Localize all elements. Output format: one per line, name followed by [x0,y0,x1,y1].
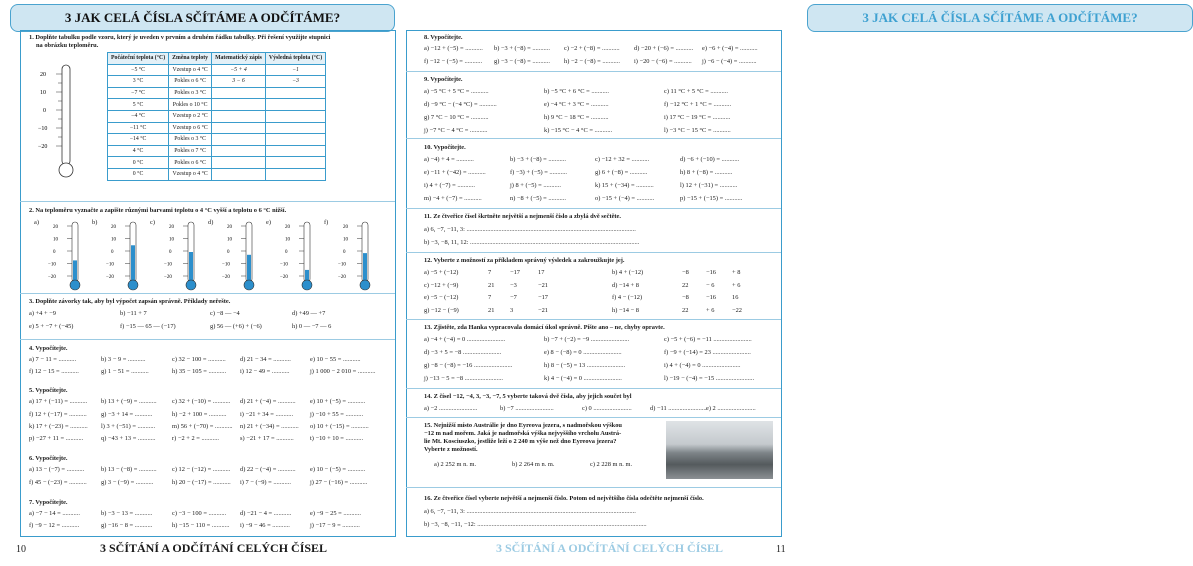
exercise-item: k) 17 + (−23) = ........... [29,423,88,430]
scale-label: 0 [111,250,114,255]
exercise-item: c) −3 − 100 = ........... [172,510,227,517]
answer-option: −16 [706,294,716,301]
page-number: 10 [16,544,26,555]
exercise-item: i) −21 + 34 = ........... [240,411,294,418]
divider [406,252,781,253]
exercise-item: o) −15 + (−4) = ........... [595,195,655,202]
exercise-item: f) 45 − (−23) = ........... [29,479,87,486]
thermometer-c[interactable] [156,218,208,292]
scale-label: 0 [53,250,56,255]
exercise-item: g) 6 + (−8) = ........... [595,169,648,176]
exercise-item: j) 8 + (−5) = ........... [510,182,561,189]
page-header: 3 JAK CELÁ ČÍSLA SČÍTÁME A ODČÍTÁME? [807,4,1193,32]
exercise-item: s) −21 + 17 = ........... [240,435,294,442]
page-header: 3 JAK CELÁ ČÍSLA SČÍTÁME A ODČÍTÁME? [10,4,395,32]
answer-option: + 6 [732,281,741,289]
exercise-item: m) 56 + (−70) = ........... [172,423,233,430]
exercise-item: i) 17 °C − 19 °C = ........... [664,114,731,121]
answer-option: −17 [538,294,548,301]
mercury-level [73,260,77,282]
exercise-item: t) −10 + 10 = ........... [310,435,364,442]
table-row: −7 °C Pokles o 3 °C [108,87,326,99]
thermometer-label: a) [34,219,39,226]
exercise-item: i) −20 − (−6) = ........... [634,58,692,65]
exercise-item: f) 4 − (−12) [612,294,643,301]
exercise-item: c) −12 + (−9) [424,281,459,289]
table-row: −14 °C Pokles o 3 °C [108,134,326,146]
exercise-item: p) −27 + 11 = ........... [29,435,84,442]
scale-label: 0 [343,250,346,255]
answer-option: + 8 [732,269,741,276]
task3-item: b) −11 + 7 [120,310,147,317]
exercise-item: g) 1 − 51 = ........... [101,368,149,375]
thermometer-bulb [186,280,196,290]
thermometer-bulb [302,280,312,290]
answer-option: 7 [488,294,492,301]
exercise-item: k) 4 − (−4) = 0 ........................ [544,375,622,382]
scale-label: 20 [343,225,348,230]
answer-option: −16 [706,269,716,276]
exercise-item: a) 7 − 11 = ........... [29,356,77,363]
task1-title-line1: 1. Doplňte tabulku podle vzoru, který je uveden v prvním a druhém řádku tabulky. Při řešení využijte stupnici [29,34,331,41]
answer-option: 3 [510,306,514,314]
task-title: 8. Vypočítejte. [424,34,463,41]
task3-item: c) −8 — −4 [210,310,240,317]
table-row: 0 °C Vzestup o 4 °C [108,168,326,180]
exercise-item: b) −5 °C + 6 °C = ........... [544,88,609,95]
task3-item: a) +4 + −9 [29,310,56,317]
task-title: 12. Vyberte z možností za příkladem správný výsledek a zakroužkujte jej. [424,257,625,264]
exercise-item: d) −3 + 5 = −8 ........................ [424,349,502,356]
temperature-table [107,52,326,181]
table-row: 0 °C Pokles o 6 °C [108,157,326,169]
table-header: Počáteční teplota (°C) [108,53,169,65]
scale-label: −20 [38,144,48,150]
exercise-item: b) −7 + (−2) = −9 ........................ [544,336,630,343]
answer-option: 21 [488,281,495,289]
scale-label: −20 [338,275,346,280]
exercise-item: e) −4 °C + 3 °C = ........... [544,101,609,108]
task3-item: d) +49 — +7 [292,310,326,317]
table-row: 4 °C Pokles o 7 °C [108,145,326,157]
exercise-item: g) −3 + 14 = ........... [101,411,153,418]
answer-option: − 6 [706,281,715,289]
scale-label: −10 [280,262,288,268]
exercise-item: c) 11 °C + 5 °C = ........... [664,88,728,95]
answer-option: −17 [510,269,520,276]
exercise-item: a) 6, −7, −11, 3: .......................................................................................................... [424,226,636,233]
task3-item: f) −15 — 65 — (−17) [120,323,176,330]
mercury-level [189,252,193,282]
exercise-item: h) 20 − (−17) = ........... [172,479,231,486]
exercise-item: h) 35 − 105 = ........... [172,368,227,375]
exercise-item: l) 12 + (−31) = ........... [680,182,738,189]
exercise-item: d) 21 + (−4) = ........... [240,398,296,405]
scale-label: −20 [222,275,230,280]
exercise-item: h) −2 + 100 = ........... [172,411,227,418]
scale-label: −10 [106,262,114,268]
exercise-item: d) −11 ........................ [650,405,707,412]
answer-option: −7 [510,294,517,301]
thermometer-label: e) [266,219,271,226]
task-title: 16. Ze čtveřice čísel vyberte největší a nejmenší číslo. Potom od největšího čísla odečtěte nejmenší číslo. [424,495,704,502]
thermometer-b[interactable] [98,218,150,292]
exercise-item: b) −3, −8, −11, −12: .......................................................................................................... [424,521,647,528]
answer-option: b) 2 264 m n. m. [512,461,555,468]
exercise-item: c) −2 + (−8) = ........... [564,45,620,52]
exercise-item: h) −14 − 8 [612,306,639,314]
thermometer-bulb [70,280,80,290]
exercise-item: e) −11 + (−42) = ........... [424,169,486,176]
task3-item: e) 5 + −7 + (−45) [29,323,74,330]
exercise-item: c) −12 + 32 = ........... [595,156,650,163]
exercise-item: i) 12 − 49 = ........... [240,368,290,375]
exercise-item: c) −5 + (−6) = −11 ........................ [664,336,752,343]
table-header: Změna teploty [169,53,212,65]
exercise-item: m) −4 + (−7) = ........... [424,195,482,202]
exercise-item: l) 3 + (−51) = ........... [101,423,156,430]
divider [20,293,395,294]
answer-option: 17 [538,269,545,276]
task3-item: h) 0 — −7 — 6 [292,323,332,330]
exercise-item: h) 8 − (−5) = 13 ........................ [544,362,626,369]
exercise-item: b) 4 + (−12) [612,269,644,276]
scale-label: −20 [164,275,172,280]
exercise-item: a) −7 − 14 = ........... [29,510,80,517]
task-title: 14. Z čísel −12, −4, 3, −3, −7, 5 vyberte taková dvě čísla, aby jejich součet byl [424,393,632,400]
scale-label: 10 [285,237,290,243]
exercise-item: a) 17 + (−11) = ........... [29,398,88,405]
answer-option: 22 [682,281,689,289]
scale-label: 20 [285,225,290,230]
thermometer-label: c) [150,219,155,226]
page-number: 11 [776,544,786,555]
exercise-item: j) 27 − (−16) = ........... [310,479,368,486]
exercise-item: h) 8 + (−8) = ........... [680,169,733,176]
exercise-item: o) 10 + (−15) = ........... [310,423,369,430]
answer-option: −3 [510,281,517,289]
task15-text: Vyberte z možností. [424,446,478,453]
table-row: 5 °C Pokles o 10 °C [108,99,326,111]
exercise-item: j) −6 − (−4) = ........... [702,58,757,65]
exercise-item: b) 13 + (−9) = ........... [101,398,157,405]
exercise-item: h) −2 − (−8) = ........... [564,58,620,65]
exercise-item: d) −21 − 4 = ........... [240,510,292,517]
exercise-item: d) 21 − 34 = ........... [240,356,291,363]
page-footer: 3 SČÍTÁNÍ A ODČÍTÁNÍ CELÝCH ČÍSEL [496,541,724,555]
exercise-item: b) 13 − (−8) = ........... [101,466,157,473]
exercise-item: l) −3 °C − 15 °C = ........... [664,127,731,134]
scale-label: 10 [111,237,116,243]
exercise-item: a) −4 + (−4) = 0 ........................ [424,336,506,343]
mercury-level [247,255,251,282]
exercise-item: c) 32 − 100 = ........... [172,356,226,363]
exercise-item: e) 10 − 55 = ........... [310,356,361,363]
scale-label: 0 [169,250,172,255]
left-page [0,0,400,566]
exercise-item: g) 7 °C − 10 °C = ........... [424,114,489,121]
divider [406,138,781,139]
scale-label: 0 [285,250,288,255]
exercise-item: b) −7 ........................ [500,405,554,412]
scale-label: −10 [222,262,230,268]
exercise-item: d) −20 + (−6) = ........... [634,45,694,52]
scale-label: 20 [169,225,174,230]
exercise-item: f) 12 + (−17) = ........... [29,411,87,418]
answer-option: −22 [732,306,742,314]
exercise-item: b) −3 − 13 = ........... [101,510,153,517]
exercise-item: r) −2 + 2 = ........... [172,435,220,442]
thermometer-label: b) [92,219,98,226]
exercise-item: f) −9 + (−14) = 23 ........................ [664,349,751,356]
exercise-item: j) −10 + 55 = ........... [310,411,364,418]
divider [406,319,781,320]
thermometer-label: d) [208,219,214,226]
exercise-item: j) 1 000 − 2 010 = ........... [310,368,376,375]
exercise-item: g) −16 − 8 = ........... [101,522,153,529]
task-title: 6. Vypočítejte. [29,455,68,462]
thermometer-bulb [244,280,254,290]
divider [406,388,781,389]
scale-label: −20 [280,275,288,280]
exercise-item: a) −2 ........................ [424,405,478,412]
table-row: −11 °C Vzestup o 6 °C [108,122,326,134]
exercise-item: i) −9 − 46 = ........... [240,522,290,529]
task15-text: lie Mt. Kosciuszko, jestliže leží o 2 240 m výše než dno Eyreova jezera? [424,438,617,445]
divider [406,487,781,488]
exercise-item: e) −6 + (−4) = ........... [702,45,758,52]
exercise-item: k) −15 °C − 4 °C = ........... [544,127,613,134]
exercise-item: d) 22 − (−4) = ........... [240,466,296,473]
exercise-item: f) 12 − 15 = ........... [29,368,79,375]
scale-label: −10 [164,262,172,268]
thermometer-f[interactable] [330,218,382,292]
thermometer-d[interactable] [214,218,266,292]
task-title: 13. Zjistěte, zda Hanka vypracovala domácí úkol správně. Pište ano – ne, chyby opravte. [424,324,665,331]
right-page [400,0,1138,566]
scale-label: −10 [38,126,48,132]
exercise-item: e) −9 − 25 = ........... [310,510,361,517]
scale-label: −20 [106,275,114,280]
exercise-item: i) 4 + (−4) = 0 ........................ [664,362,741,369]
scale-label: −20 [48,275,56,280]
exercise-item: i) 7 − (−9) = ........... [240,479,291,486]
task-title: 9. Vypočítejte. [424,76,463,83]
exercise-item: f) −12 °C + 1 °C = ........... [664,101,732,108]
task3-title: 3. Doplňte závorky tak, aby byl výpočet zapsán správně. Příklady neřešte. [29,298,231,305]
exercise-item: l) −19 − (−4) = −15 ........................ [664,375,755,382]
exercise-item: a) 6, −7, −11, 3: .......................................................................................................... [424,508,636,515]
task-title: 11. Ze čtveřice čísel škrtněte největší a nejmenší číslo a zbylá dvě sečtěte. [424,213,621,220]
exercise-item: a) −4) + 4 = ........... [424,156,474,163]
task1-title-line2: na obrázku teploměru. [36,42,99,49]
exercise-item: c) 32 + (−10) = ........... [172,398,231,405]
scale-label: 20 [40,72,46,78]
exercise-item: d) −9 °C − (−4 °C) = ........... [424,101,497,108]
mercury-level [131,245,135,282]
task3-item: g) 56 — (+6) + (−6) [210,323,262,330]
scale-label: −10 [48,262,56,268]
divider [406,417,781,418]
exercise-item: p) −15 + (−15) = ........... [680,195,743,202]
thermometer-bulb [360,280,370,290]
answer-option: 21 [488,306,495,314]
exercise-item: b) 3 − 9 = ........... [101,356,146,363]
divider [406,208,781,209]
divider [406,71,781,72]
answer-option: c) 2 228 m n. m. [590,461,633,468]
exercise-item: b) −3, −8, 11, 12: .......................................................................................................... [424,239,640,246]
scale-label: 20 [111,225,116,230]
answer-option: −8 [682,294,689,301]
answer-option: −21 [538,306,548,314]
exercise-item: c) 0 ........................ [582,405,632,412]
exercise-item: j) −7 °C − 4 °C = ........... [424,127,488,134]
answer-option: −8 [682,269,689,276]
exercise-item: n) 21 + (−34) = ........... [240,423,299,430]
scale-label: 10 [40,90,46,96]
exercise-item: j) −13 − 5 = −8 ........................ [424,375,504,382]
exercise-item: e) 8 − (−8) = 0 ........................ [544,349,622,356]
exercise-item: f) −9 − 12 = ........... [29,522,80,529]
exercise-item: e) 2 ........................ [706,405,756,412]
task-title: 10. Vypočítejte. [424,144,466,151]
answer-option: 16 [732,294,739,301]
exercise-item: a) −5 + (−12) [424,269,459,276]
task-title: 7. Vypočítejte. [29,499,68,506]
exercise-item: n) −8 + (−5) = ........... [510,195,566,202]
exercise-item: c) 12 − (−12) = ........... [172,466,231,473]
exercise-item: q) −43 + 13 = ........... [101,435,156,442]
exercise-item: h) 9 °C − 18 °C = ........... [544,114,609,121]
answer-option: −21 [538,281,548,289]
exercise-item: b) −3 + (−8) = ........... [510,156,566,163]
exercise-item: i) 4 + (−7) = ........... [424,182,475,189]
scale-label: 20 [227,225,232,230]
exercise-item: k) 15 + (−34) = ........... [595,182,654,189]
exercise-item: f) −12 − (−5) = ........... [424,58,483,65]
task-title: 5. Vypočítejte. [29,387,68,394]
exercise-item: j) −17 − 9 = ........... [310,522,360,529]
exercise-item: d) −14 + 8 [612,281,639,289]
scale-label: 10 [227,237,232,243]
thermometer-large [40,62,90,180]
divider [20,201,395,202]
scale-label: −10 [338,262,346,268]
table-row: −4 °C Vzestup o 2 °C [108,110,326,122]
exercise-item: e) −5 − (−12) [424,294,459,301]
scale-label: 0 [43,108,46,114]
answer-option: 22 [682,306,689,314]
exercise-item: g) −8 − (−8) = −16 ........................ [424,362,513,369]
exercise-item: g) −3 − (−8) = ........... [494,58,550,65]
thermometer-a[interactable] [40,218,92,292]
exercise-item: a) −5 °C + 5 °C = ........... [424,88,489,95]
scale-label: 20 [53,225,58,230]
table-row: −5 °C Vzestup o 4 °C −5 + 4 −1 [108,64,326,76]
answer-option: + 6 [706,306,715,314]
exercise-item: b) −3 + (−8) = ........... [494,45,550,52]
scale-label: 0 [227,250,230,255]
table-header: Výsledná teplota (°C) [265,53,325,65]
thermometer-bulb [128,280,138,290]
task15-text: 15. Nejnižší místo Austrálie je dno Eyreova jezera, s nadmořskou výškou [424,422,622,429]
exercise-item: a) 13 − (−7) = ........... [29,466,85,473]
thermometer-e[interactable] [272,218,324,292]
task2-title: 2. Na teploměru vyznačte a zapište různými barvami teplotu o 4 °C vyšší a teplotu o 6 °C nižší. [29,207,287,214]
exercise-item: g) 3 − (−9) = ........... [101,479,154,486]
thermometer-label: f) [324,219,329,226]
exercise-item: a) −12 + (−5) = ........... [424,45,483,52]
exercise-item: g) −12 − (−9) [424,306,459,314]
table-header: Matematický zápis [212,53,266,65]
scale-label: 10 [343,237,348,243]
task15-text: −12 m nad mořem. Jaká je nadmořská výška nejvyššího vrcholu Austrá- [424,430,622,437]
exercise-item: d) −6 + (−10) = ........... [680,156,740,163]
answer-option: 7 [488,269,492,276]
table-row: 3 °C Pokles o 6 °C 3 − 6 −3 [108,76,326,88]
divider [20,339,395,340]
scale-label: 10 [169,237,174,243]
answer-option: a) 2 252 m n. m. [434,461,477,468]
exercise-item: f) −3) + (−5) = ........... [510,169,568,176]
page-footer: 3 SČÍTÁNÍ A ODČÍTÁNÍ CELÝCH ČÍSEL [100,541,328,555]
scale-label: 10 [53,237,58,243]
exercise-item: e) 10 + (−5) = ........... [310,398,366,405]
mercury-level [363,253,367,282]
exercise-item: e) 10 − (−5) = ........... [310,466,366,473]
exercise-item: h) −15 − 110 = ........... [172,522,230,529]
landscape-photo [666,421,773,479]
task-title: 4. Vypočítejte. [29,345,68,352]
